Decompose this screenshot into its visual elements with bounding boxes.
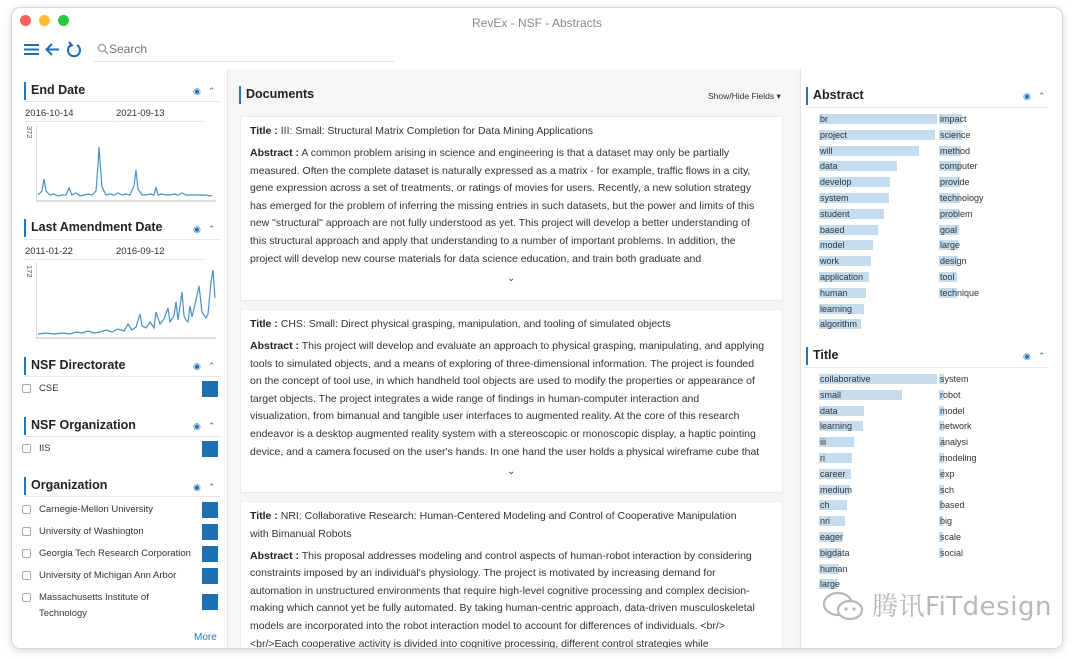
last-amendment-series — [38, 270, 215, 334]
term-weight-bar — [819, 146, 919, 156]
title-key: Title : — [250, 318, 278, 330]
facet-checkbox[interactable] — [22, 593, 31, 602]
abstract-line: <br/>Each cooperative activity is divided into cognitive processing, different control strategies while — [250, 637, 709, 648]
term-item[interactable] — [819, 146, 833, 156]
term-item[interactable] — [939, 516, 952, 526]
collapse-icon[interactable]: ⌃ — [207, 361, 216, 371]
search-input[interactable] — [109, 42, 389, 56]
search-box[interactable] — [94, 40, 394, 62]
term-item[interactable] — [819, 390, 841, 400]
term-weight-bar — [819, 114, 937, 124]
app-window — [12, 8, 1062, 648]
term-label: robot — [940, 389, 961, 400]
abstract-key: Abstract : — [250, 340, 300, 352]
term-label: will — [820, 145, 833, 156]
facet-label: Carnegie-Mellon University — [39, 504, 154, 515]
document-title[interactable]: NRI: Collaborative Research: Human-Centered Modeling and Control of Cooperative Manipulation — [280, 510, 737, 522]
term-label: data — [820, 405, 838, 416]
collapse-icon[interactable]: ⌃ — [207, 86, 216, 96]
abstract-line: new "structural" approach are not fully understood as yet. This project will develop a better understanding of — [250, 217, 750, 230]
visibility-icon[interactable]: ◉ — [193, 421, 201, 431]
show-hide-fields-button[interactable] — [708, 91, 781, 102]
term-item[interactable] — [939, 548, 963, 558]
document-card[interactable] — [240, 116, 783, 301]
term-item[interactable] — [819, 406, 838, 416]
term-item[interactable] — [819, 469, 846, 479]
main-content — [12, 69, 1062, 648]
term-item[interactable] — [939, 114, 967, 124]
term-item[interactable] — [819, 374, 871, 384]
term-item[interactable] — [939, 469, 955, 479]
term-item[interactable] — [939, 193, 984, 203]
term-label: tool — [940, 272, 955, 282]
term-label: data — [820, 161, 838, 172]
end-date-range — [25, 108, 206, 122]
end-date-from[interactable]: 2016-10-14 — [25, 108, 115, 122]
abstract-line: making which cannot yet be fully automated. By taking human-centric approach, data-driven musculoskeletal — [250, 602, 755, 615]
term-label: design — [940, 256, 967, 267]
term-item[interactable] — [939, 374, 969, 384]
term-item[interactable] — [819, 256, 839, 266]
watermark-text: 腾讯FiTdesign — [872, 592, 1052, 622]
card-title-line — [250, 508, 772, 526]
term-label: algorithm — [820, 319, 858, 330]
term-item[interactable] — [819, 579, 840, 589]
term-item[interactable] — [819, 516, 830, 526]
facet-item[interactable] — [22, 502, 218, 520]
term-item[interactable] — [939, 453, 977, 463]
term-item[interactable] — [939, 500, 965, 510]
term-item[interactable] — [819, 421, 852, 431]
term-label: work — [820, 256, 840, 267]
abstract-text: A common problem arising in science and engineering is that a dataset may only be partially — [301, 147, 730, 159]
facet-item[interactable] — [22, 381, 218, 399]
facet-item[interactable] — [22, 568, 218, 586]
title-bar — [12, 8, 1062, 36]
term-item[interactable] — [939, 272, 955, 282]
term-label: ch — [820, 500, 830, 511]
term-item[interactable] — [819, 288, 848, 298]
visibility-icon[interactable]: ◉ — [193, 86, 201, 96]
more-link[interactable]: More — [194, 632, 217, 643]
term-label: social — [940, 547, 964, 558]
expand-chevron-icon[interactable]: ⌄ — [507, 273, 516, 284]
document-title-continued[interactable]: with Bimanual Robots — [250, 527, 352, 540]
collapse-icon[interactable]: ⌃ — [207, 482, 216, 492]
abstract-line — [250, 145, 772, 163]
abstract-terms-controls — [1023, 91, 1045, 102]
term-item[interactable] — [819, 130, 847, 140]
term-item[interactable] — [819, 500, 830, 510]
card-title-line — [250, 316, 772, 334]
term-label: exp — [940, 468, 955, 479]
collapse-icon[interactable]: ⌃ — [207, 224, 216, 234]
last-amendment-range — [25, 246, 206, 260]
window-title: RevEx - NSF - Abstracts — [471, 16, 603, 30]
facet-item[interactable] — [22, 524, 218, 542]
term-label: br — [820, 114, 829, 124]
term-label: provide — [940, 177, 970, 188]
term-label: model — [820, 240, 845, 251]
term-item[interactable] — [819, 193, 849, 203]
term-item[interactable] — [819, 319, 857, 329]
facet-count-bar — [202, 441, 218, 457]
documents-title: Documents — [239, 86, 314, 104]
term-label: learning — [820, 303, 853, 314]
term-label: system — [820, 193, 849, 203]
facet-label: University of Michigan Ann Arbor — [39, 570, 177, 581]
end-date-ymax: 372 — [25, 126, 34, 139]
documents-panel — [231, 69, 797, 648]
last-amendment-from[interactable]: 2011-01-22 — [25, 246, 115, 260]
term-label: project — [820, 129, 848, 140]
term-label: network — [940, 421, 972, 432]
term-item[interactable] — [939, 256, 967, 266]
nsf-organization-controls — [193, 421, 215, 432]
last-amendment-ymax: 172 — [25, 265, 34, 278]
facet-checkbox[interactable] — [22, 571, 31, 580]
title-key: Title : — [250, 125, 278, 137]
caret-down-icon: ▾ — [776, 91, 781, 101]
term-item[interactable] — [939, 240, 960, 250]
term-label: student — [820, 208, 850, 219]
visibility-icon[interactable]: ◉ — [1023, 351, 1031, 361]
show-hide-label: Show/Hide Fields — [708, 91, 775, 101]
term-label: problem — [940, 208, 973, 219]
search-icon — [97, 43, 109, 55]
collapse-icon[interactable]: ⌃ — [207, 421, 216, 431]
term-item[interactable] — [819, 304, 852, 314]
divider — [806, 367, 1048, 368]
abstract-line: automation in unstructured environments that require high-level cognitive processing and complex decision- — [250, 584, 750, 597]
card-title-line — [250, 123, 772, 141]
document-card[interactable] — [240, 309, 783, 493]
collapse-icon[interactable]: ⌃ — [1037, 91, 1046, 101]
toolbar — [12, 36, 1062, 69]
term-item[interactable] — [819, 437, 826, 447]
facet-count-bar — [202, 594, 218, 610]
term-item[interactable] — [819, 177, 852, 187]
nsf-directorate-title: NSF Directorate — [24, 357, 125, 375]
term-item[interactable] — [939, 130, 971, 140]
term-label: medium — [820, 484, 853, 495]
last-amendment-controls — [193, 224, 215, 235]
abstract-key: Abstract : — [250, 147, 300, 159]
term-label: human — [820, 287, 848, 298]
term-item[interactable] — [819, 272, 863, 282]
facet-item[interactable] — [22, 590, 218, 624]
term-label: model — [940, 405, 965, 416]
end-date-controls — [193, 86, 215, 97]
facet-label: Georgia Tech Research Corporation — [39, 548, 191, 559]
term-item[interactable] — [939, 177, 970, 187]
document-title[interactable]: III: Small: Structural Matrix Completion for Data Mining Applications — [280, 125, 593, 137]
facet-checkbox[interactable] — [22, 527, 31, 536]
divider — [24, 101, 220, 102]
term-item[interactable] — [939, 161, 978, 171]
term-item[interactable] — [819, 114, 828, 124]
term-label: iii — [820, 437, 826, 448]
term-label: technique — [940, 287, 980, 298]
term-item[interactable] — [939, 406, 965, 416]
term-label: impact — [940, 114, 967, 124]
abstract-line — [250, 338, 772, 356]
abstract-line: project will develop new course materials for data science education, and train both graduate and — [250, 252, 702, 265]
visibility-icon[interactable]: ◉ — [193, 482, 201, 492]
facet-item[interactable] — [22, 546, 218, 564]
abstract-line: constraints imposed by an individual's physiology. The project is motivated by increasing demand for — [250, 567, 716, 580]
facet-item[interactable] — [22, 441, 218, 459]
title-terms-controls — [1023, 351, 1045, 362]
abstract-line: visualization, from bimanual and tangible user interfaces to augmented reality. At the core of this research — [250, 410, 740, 423]
term-item[interactable] — [939, 421, 972, 431]
visibility-icon[interactable]: ◉ — [1023, 91, 1031, 101]
refresh-icon[interactable] — [65, 40, 83, 58]
organization-controls — [193, 482, 215, 493]
visibility-icon[interactable]: ◉ — [193, 361, 201, 371]
facet-count-bar — [202, 502, 218, 518]
abstract-line: device, and a camera focused on the user's hands. In one hand the user holds a physical wireframe cube that — [250, 445, 760, 458]
term-item[interactable] — [819, 453, 825, 463]
title-key: Title : — [250, 510, 278, 522]
term-label: bigdata — [820, 547, 850, 558]
abstract-text: This project will develop and evaluate an approach to physical grasping, manipulating, and applying — [301, 340, 765, 352]
abstract-line: tools to simulated objects, and a means of exploring of three-dimensional information. The project is founded — [250, 357, 755, 370]
abstract-line: on the concept of tool use, in which handheld tool objects are used to modify the properties or appearance of — [250, 375, 755, 388]
abstract-line: target objects. The project integrates a wide range of findings in human-computer interaction and — [250, 392, 700, 405]
facet-label: Massachusetts Institute of — [39, 592, 149, 603]
facet-checkbox[interactable] — [22, 505, 31, 514]
term-label: large — [820, 579, 841, 590]
visibility-icon[interactable]: ◉ — [193, 224, 201, 234]
abstract-text: This proposal addresses modeling and control aspects of human-robot interaction by considering — [301, 549, 752, 562]
term-label: system — [940, 374, 969, 384]
facet-label: IIS — [39, 443, 51, 454]
term-label: nri — [820, 516, 831, 527]
term-item[interactable] — [819, 532, 843, 542]
term-label: small — [820, 389, 842, 400]
facet-label: University of Washington — [39, 526, 144, 537]
divider — [24, 376, 220, 377]
filter-sidebar — [12, 69, 228, 648]
last-amendment-title: Last Amendment Date — [24, 219, 163, 237]
term-label: based — [820, 224, 845, 235]
term-label: goal — [940, 224, 958, 235]
document-card[interactable] — [240, 501, 783, 648]
facet-count-bar — [202, 568, 218, 584]
term-item[interactable] — [819, 225, 845, 235]
abstract-line — [250, 548, 772, 566]
term-item[interactable] — [939, 288, 979, 298]
facet-count-bar — [202, 524, 218, 540]
abstract-key: Abstract : — [250, 549, 300, 562]
abstract-line: gene expression across a set of treatments, or ratings of movies for users. Recently, a new solution strategy — [250, 182, 752, 195]
term-label: application — [820, 272, 864, 282]
term-label: collaborative — [820, 374, 871, 384]
back-arrow-icon[interactable] — [44, 40, 62, 58]
facet-checkbox[interactable] — [22, 444, 31, 453]
term-item[interactable] — [939, 390, 961, 400]
term-item[interactable] — [819, 564, 848, 574]
end-date-histogram[interactable] — [36, 125, 216, 205]
term-item[interactable] — [939, 146, 970, 156]
divider — [806, 107, 1048, 108]
wechat-logo-icon — [820, 588, 868, 624]
expand-chevron-icon[interactable]: ⌄ — [507, 466, 516, 477]
facet-checkbox[interactable] — [22, 549, 31, 558]
abstract-terms-title: Abstract — [806, 87, 864, 105]
term-item[interactable] — [939, 485, 954, 495]
term-label: large — [940, 240, 961, 251]
term-label: analysi — [940, 437, 969, 448]
divider — [24, 496, 220, 497]
term-label: career — [820, 468, 846, 479]
term-item[interactable] — [819, 161, 838, 171]
menu-icon[interactable] — [23, 40, 41, 58]
term-item[interactable] — [819, 548, 850, 558]
facet-count-bar — [202, 381, 218, 397]
term-label: computer — [940, 161, 978, 172]
divider — [24, 436, 220, 437]
facet-count-bar — [202, 546, 218, 562]
end-date-series — [38, 147, 212, 196]
term-item[interactable] — [939, 532, 961, 542]
abstract-line: measured. Often the complete dataset is naturally expressed as a matrix - for example, traffic flows in a city, — [250, 164, 751, 177]
term-label: eager — [820, 532, 844, 542]
term-label: ri — [820, 453, 825, 463]
term-item[interactable] — [819, 209, 850, 219]
term-label: technology — [940, 193, 984, 203]
last-amendment-histogram[interactable] — [36, 262, 216, 344]
term-label: human — [820, 563, 848, 574]
last-amendment-to[interactable]: 2016-09-12 — [116, 246, 206, 260]
term-label: modeling — [940, 453, 977, 463]
abstract-line: has emerged for the problem of inferring the missing entries in such datasets, but the power and limits of this — [250, 199, 755, 212]
nsf-organization-title: NSF Organization — [24, 417, 136, 435]
abstract-line: this structural approach and apply that understanding to a number of important problems. In addition, the — [250, 235, 736, 247]
end-date-title: End Date — [24, 82, 85, 100]
term-item[interactable] — [819, 240, 845, 250]
nsf-directorate-controls — [193, 361, 215, 372]
term-item[interactable] — [939, 437, 968, 447]
facet-checkbox[interactable] — [22, 384, 31, 393]
term-item[interactable] — [939, 225, 957, 235]
divider — [24, 239, 220, 240]
term-label: science — [940, 129, 971, 140]
term-item[interactable] — [939, 209, 973, 219]
facet-label: CSE — [39, 383, 59, 394]
term-sidebar — [800, 69, 1062, 648]
term-label: sch — [940, 484, 955, 495]
abstract-line: models are incorporated into the robot interaction model to account for differences of individuals. <br/> — [250, 620, 725, 632]
term-label: learning — [820, 421, 853, 432]
term-label: scale — [940, 532, 962, 542]
facet-label: Technology — [39, 608, 88, 619]
term-label: big — [940, 516, 953, 527]
document-title[interactable]: CHS: Small: Direct physical grasping, manipulation, and tooling of simulated objects — [280, 318, 671, 330]
title-terms-title: Title — [806, 347, 838, 365]
term-label: based — [940, 500, 965, 511]
term-label: method — [940, 145, 971, 156]
abstract-line: endeavor is a desktop augmented reality system with a stereoscopic or monoscopic display, a haptic pointing — [250, 428, 756, 440]
term-label: develop — [820, 177, 852, 188]
end-date-to[interactable]: 2021-09-13 — [116, 108, 206, 122]
term-item[interactable] — [819, 485, 852, 495]
collapse-icon[interactable]: ⌃ — [1037, 351, 1046, 361]
organization-title: Organization — [24, 477, 107, 495]
